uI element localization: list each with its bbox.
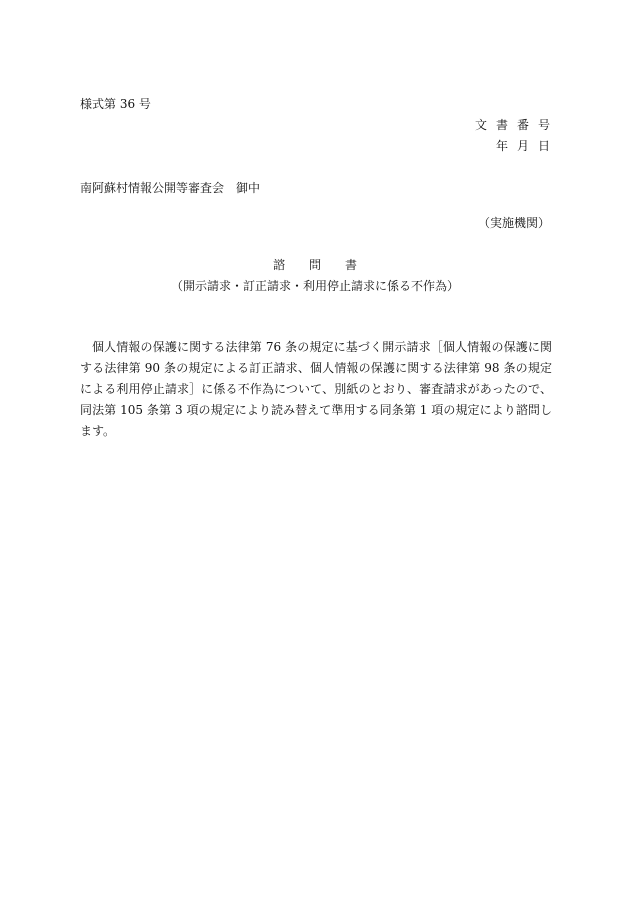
form-number: 様式第 36 号 (80, 97, 151, 111)
date-label: 年月日 (495, 139, 559, 153)
sender-organization: （実施機関） (477, 216, 550, 230)
body-paragraph: 個人情報の保護に関する法律第 76 条の規定に基づく開示請求［個人情報の保護に関する法律第 90 条の規定による訂正請求、個人情報の保護に関する法律第 98 条の規定による利用停止請求］に係る不作為について、別紙のとおり、審査請求があったので、同法第 105 条第 3 項の規定により読み替えて準用する同条第 1 項の規定により諮問します。 (80, 340, 552, 438)
document-title: 諮問書 (272, 258, 381, 272)
document-subtitle: （開示請求・訂正請求・利用停止請求に係る不作為） (170, 279, 459, 293)
document-number-label: 文書番号 (474, 118, 559, 132)
addressee: 南阿蘇村情報公開等審査会 御中 (80, 181, 261, 195)
